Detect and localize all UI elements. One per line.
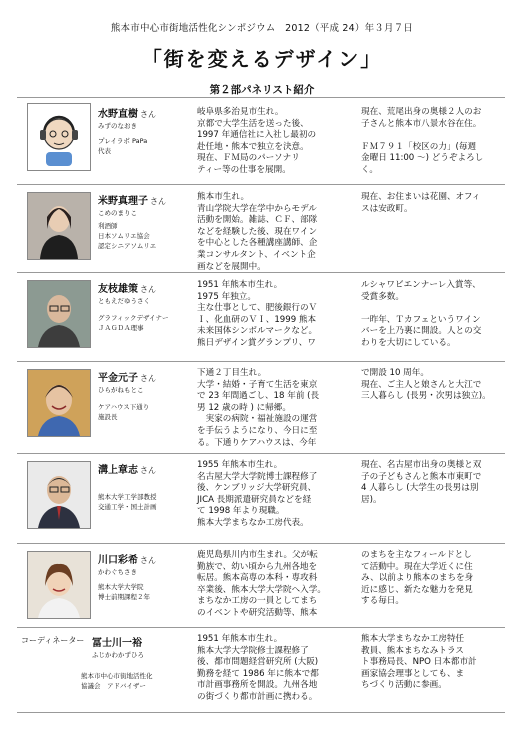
panelist-row	[17, 364, 505, 452]
panelist-bio-1: 熊本市生れ。 青山学院大学在学中からモデル 活動を開始。雑誌、ＣＦ、部隊 などを経験した後、現在ワイン を中心とした各種講座講師、企 業コンサルタント、イベント企 画などを展開中。	[197, 192, 318, 272]
panelist-kana: みずのなおき	[98, 122, 137, 130]
divider	[17, 97, 505, 98]
panelist-name: 友枝雄策 さん	[98, 284, 156, 295]
portrait-photo	[28, 193, 90, 259]
divider	[17, 712, 505, 713]
panelist-row	[17, 187, 505, 271]
divider	[17, 184, 505, 185]
coordinator-bio-2: 熊本大学まちなか工房特任 教員、熊本まちなみトラス ト事務局長、NPO 日本都市計 画家協会理事としても、ま ちづくり活動に参画。	[361, 634, 477, 691]
divider	[17, 361, 505, 362]
panelist-name: 水野直樹 さん	[98, 109, 156, 120]
panelist-affiliation: ケアハウス下通り 施設長	[98, 403, 150, 421]
panelist-bio-2: 現在、荒尾出身の奥様２人のお 子さんと熊本市八景水谷在住。 ＦＭ７９１「校区の力」(毎週 金曜日 11:00 ～) どうぞよろし く。	[361, 107, 484, 175]
panelist-bio-1: 鹿児島県川内市生まれ。父が転 勤族で、幼い頃から九州各地を 転居。熊本高専の本科・専攻科 卒業後、熊本大学大学院へ入学。 まちなか工房の一員としてまち のイベントや研究活動等、熊本	[197, 550, 326, 618]
panelist-row	[17, 456, 505, 542]
headset-illustration	[28, 104, 90, 170]
portrait-photo	[28, 281, 90, 347]
divider	[17, 543, 505, 544]
portrait-photo	[28, 462, 90, 528]
coordinator-affiliation: 熊本市中心市街地活性化 協議会 アドバイザー	[81, 672, 153, 690]
panelist-name: 川口彩希 さん	[98, 555, 156, 566]
panelist-name: 平金元子 さん	[98, 373, 156, 384]
divider	[17, 453, 505, 454]
panelist-photo	[27, 461, 91, 529]
panelist-name: 溝上章志 さん	[98, 465, 156, 476]
panelist-kana: かわぐちさき	[98, 568, 137, 576]
panelist-row	[17, 275, 505, 359]
panelist-bio-1: 1951 年熊本市生れ。 1975 年独立。 主な仕事として、肥後銀行のＶ Ｉ、化血研のＶＩ、1999 熊本 未来国体シンボルマークなど。 熊日デザイン賞グランプリ、ワ	[197, 280, 318, 348]
coordinator-name: 冨士川一裕	[92, 638, 142, 649]
divider	[17, 627, 505, 628]
panelist-photo	[27, 103, 91, 171]
panelist-bio-2: ルシャワビエンナーレ入賞等、 受賞多数。 一昨年、Ｔカフェというワイン バーを上乃裏に開設。人との交 わりを大切にしている。	[361, 280, 482, 348]
page-title: 「街を変えるデザイン」	[141, 47, 383, 71]
panelist-bio-2: 現在、名古屋市出身の奥様と双 子の子どもさんと熊本市東町で 4 人暮らし (大学生の長男は別 居)。	[361, 460, 482, 505]
panelist-affiliation: 利酒師 日本ソムリエ協会 認定シニアソムリエ	[98, 222, 157, 250]
portrait-photo	[28, 552, 90, 618]
panelist-photo	[27, 280, 91, 348]
panelist-name: 米野真理子 さん	[98, 196, 166, 207]
coordinator-row	[17, 630, 505, 710]
panelist-photo	[27, 369, 91, 437]
panelist-photo	[27, 192, 91, 260]
panelist-affiliation: グラフィックデザイナー ＪＡＧＤＡ理事	[98, 314, 169, 332]
panelist-row	[17, 546, 505, 626]
section-heading: 第２部パネリスト紹介	[209, 84, 315, 96]
panelist-affiliation: プレイラボ PaPa 代表	[98, 137, 148, 155]
panelist-photo	[27, 551, 91, 619]
coordinator-bio-1: 1951 年熊本市生れ。 熊本大学大学院修士課程修了 後、都市問題経営研究所 (大阪) 勤務を経て 1986 年に熊本で都 市計画事務所を開設。九州各地 の街づくり都市計画に携わる。	[197, 634, 319, 702]
panelist-bio-1: 1955 年熊本市生れ。 名古屋大学大学院博士課程修了 後、ケンブリッジ大学研究員、 JICA 長期派遣研究員などを経 て 1998 年より現職。 熊本大学まちなか工房代表。	[197, 460, 318, 528]
panelist-kana: ひらがねもとこ	[98, 386, 144, 394]
panelist-kana: こめのまりこ	[98, 209, 137, 217]
divider	[17, 272, 505, 273]
panelist-bio-2: で開設 10 周年。 現在、ご主人と娘さんと大江で 三人暮らし (長男・次男は独立)。	[361, 368, 491, 402]
panelist-bio-2: 現在、お住まいは花園、オフィ スは安政町。	[361, 192, 481, 214]
event-line: 熊本市中心市街地活性化シンポジウム 2012（平成 24）年３月７日	[110, 23, 414, 34]
panelist-bio-2: のまちを主なフィールドとし て活動中。現在大学近くに住 み、以前より熊本のまちを身 近に感じ、新たな魅力を発見 する毎日。	[361, 550, 474, 607]
portrait-photo	[28, 370, 90, 436]
panelist-bio-1: 岐阜県多治見市生れ。 京都で大学生活を送った後、 1997 年通信社に入社し最初の 赴任地・熊本で独立を決意。 現在、ＦＭ局のパーソナリ ティー等の仕事を展開。	[197, 107, 317, 175]
panelist-bio-1: 下通２丁目生れ。 大学・結婚・子育て生活を東京 で 23 年間過ごし、18 年前 (長 男 12 歳の時 ) に帰郷。 実家の病院・福祉施設の運営 を手伝うようになり、今日に至 る。下通りケアハウスは、今年	[197, 368, 320, 448]
panelist-row	[17, 100, 505, 184]
panelist-affiliation: 熊本大学大学院 博士前期課程２年	[98, 583, 150, 601]
coordinator-kana: ふじかわかずひろ	[92, 651, 144, 659]
panelist-kana: ともえだゆうさく	[98, 297, 150, 305]
panelist-affiliation: 熊本大学工学部教授 交通工学・国土計画	[98, 493, 157, 511]
coordinator-label: コーディネーター	[21, 636, 85, 645]
